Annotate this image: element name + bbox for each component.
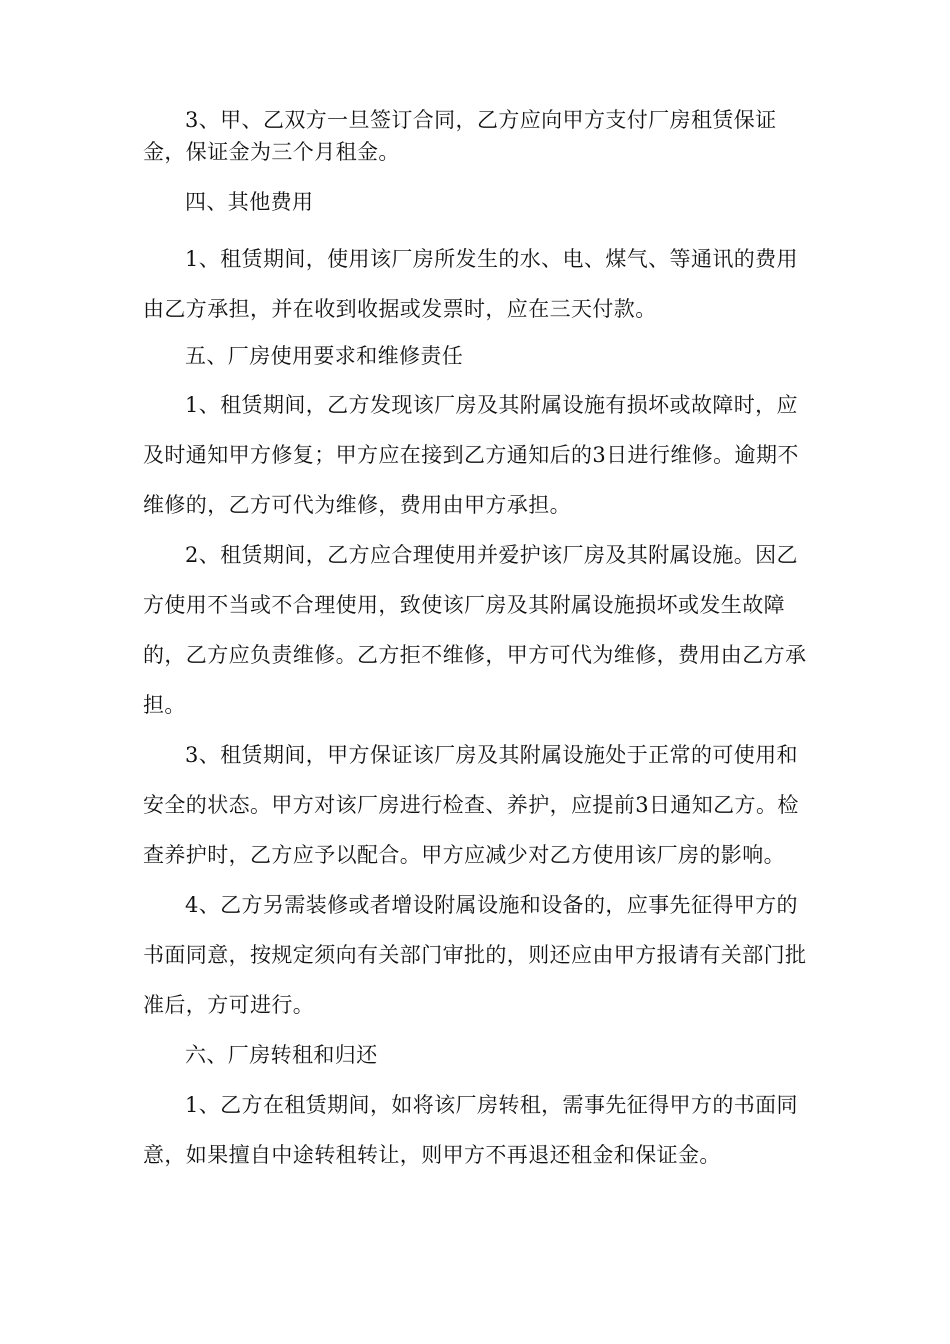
paragraph-maintenance-4: 4、乙方另需装修或者增设附属设施和设备的，应事先征得甲方的书面同意，按规定须向有关部门审批的，则还应由甲方报请有关部门批准后，方可进行。 — [143, 893, 807, 1017]
paragraph-utilities: 1、租赁期间，使用该厂房所发生的水、电、煤气、等通讯的费用由乙方承担，并在收到收据或发票时，应在三天付款。 — [143, 247, 798, 321]
paragraph-maintenance-2: 2、租赁期间，乙方应合理使用并爱护该厂房及其附属设施。因乙方使用不当或不合理使用，致使该厂房及其附属设施损坏或发生故障的，乙方应负责维修。乙方拒不维修，甲方可代为维修，费用由乙方承担。 — [143, 543, 807, 717]
section-heading-other-fees: 四、其他费用 — [185, 190, 314, 214]
section-heading-usage-maintenance: 五、厂房使用要求和维修责任 — [185, 344, 464, 368]
paragraph-sublease: 1、乙方在租赁期间，如将该厂房转租，需事先征得甲方的书面同意，如果擅自中途转租转让，则甲方不再退还租金和保证金。 — [143, 1093, 798, 1167]
paragraph-maintenance-1: 1、租赁期间，乙方发现该厂房及其附属设施有损坏或故障时，应及时通知甲方修复；甲方应在接到乙方通知后的3日进行维修。逾期不维修的，乙方可代为维修，费用由甲方承担。 — [143, 393, 799, 517]
paragraph-deposit: 3、甲、乙双方一旦签订合同，乙方应向甲方支付厂房租赁保证金，保证金为三个月租金。 — [143, 108, 777, 164]
section-heading-sublease-return: 六、厂房转租和归还 — [185, 1043, 378, 1067]
document-body — [143, 104, 813, 1180]
paragraph-maintenance-3: 3、租赁期间，甲方保证该厂房及其附属设施处于正常的可使用和安全的状态。甲方对该厂房进行检查、养护，应提前3日通知乙方。检查养护时，乙方应予以配合。甲方应减少对乙方使用该厂房的影响。 — [143, 743, 799, 867]
